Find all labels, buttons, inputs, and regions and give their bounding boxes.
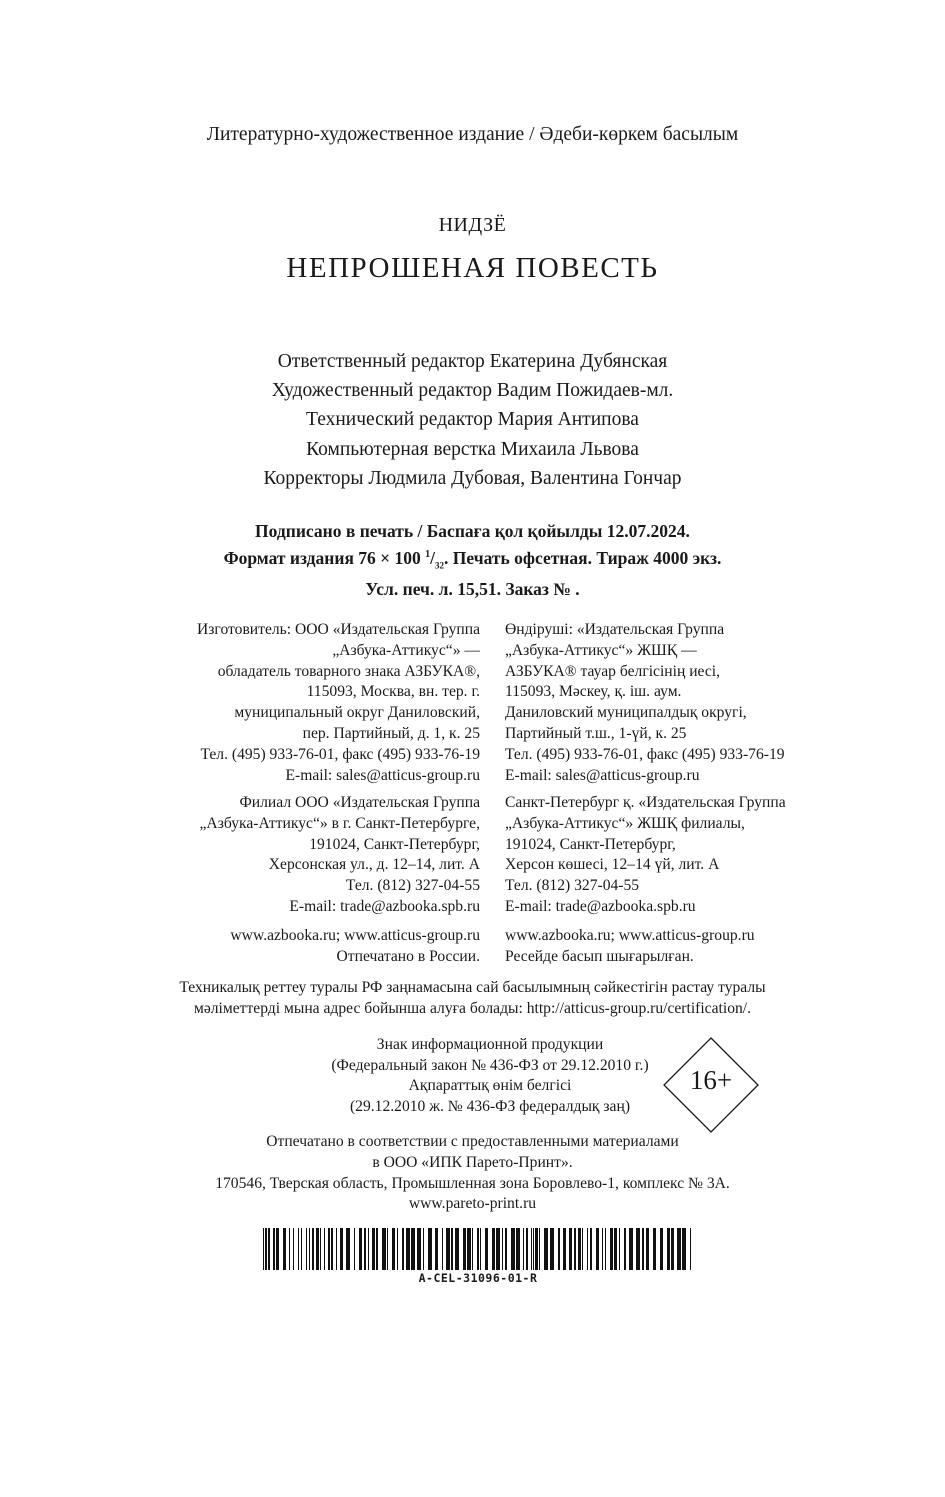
- editorial-staff: [0, 347, 945, 493]
- barcode-bar: [364, 1228, 366, 1270]
- barcode-bar: [312, 1228, 314, 1270]
- barcode-icon: [263, 1228, 693, 1270]
- info-sign-line: (Федеральный закон № 436-ФЗ от 29.12.2010 г.): [331, 1056, 649, 1074]
- barcode-bar: [682, 1228, 686, 1270]
- barcode-bar: [646, 1228, 649, 1270]
- barcode-bar: [306, 1228, 307, 1270]
- format-suffix: . Печать офсетная. Тираж 4000 экз.: [444, 547, 722, 568]
- barcode-bar: [578, 1228, 581, 1270]
- barcode-bar: [523, 1228, 524, 1270]
- barcode-bar: [590, 1228, 592, 1270]
- edition-type: Литературно-художественное издание / Әдеби-көркем басылым: [206, 124, 739, 145]
- barcode-bar: [263, 1228, 264, 1270]
- barcode-bar: [596, 1228, 599, 1270]
- printer-line: в ООО «ИПК Парето-Принт».: [372, 1153, 573, 1171]
- branch-ru-line: „Азбука-Аттикус“» в г. Санкт-Петербурге,: [199, 814, 480, 832]
- author-name: НИДЗЁ: [438, 214, 507, 236]
- barcode-bar: [531, 1228, 532, 1270]
- manufacturer-kz-line: E-mail: sales@atticus-group.ru: [505, 766, 700, 784]
- barcode-bar: [614, 1228, 617, 1270]
- book-title: НЕПРОШЕНАЯ ПОВЕСТЬ: [286, 252, 659, 284]
- manufacturer-ru-line: пер. Партийный, д. 1, к. 25: [302, 724, 480, 742]
- barcode-bar: [428, 1228, 432, 1270]
- barcode-bar: [336, 1228, 337, 1270]
- web-kz-line: Ресейде басып шығарылған.: [505, 947, 694, 965]
- techreg-line: Техникалық реттеу туралы РФ заңнамасына сай басылымның сәйкестігін растау туралы: [179, 979, 766, 996]
- barcode-bar: [309, 1228, 310, 1270]
- printer-line: Отпечатано в соответствии с предоставленными материалами: [266, 1133, 679, 1150]
- staff-line: Ответственный редактор Екатерина Дубянская: [277, 351, 668, 372]
- barcode-code: A-CEL-31096-01-R: [418, 1271, 538, 1285]
- barcode-bar: [496, 1228, 500, 1270]
- format-prefix: Формат издания 76 × 100: [223, 547, 426, 568]
- barcode-bar: [587, 1228, 588, 1270]
- barcode-bar: [602, 1228, 603, 1270]
- branch-kz-line: Херсон көшесі, 12–14 үй, лит. А: [505, 856, 720, 874]
- barcode-bar: [435, 1228, 438, 1270]
- barcode-bar: [328, 1228, 330, 1270]
- manufacturer-ru-line: Изготовитель: ООО «Издательская Группа: [197, 621, 480, 638]
- barcode-bar: [677, 1228, 681, 1270]
- barcode-bar: [265, 1228, 267, 1270]
- print-details: [0, 519, 945, 601]
- barcode-bar: [505, 1228, 507, 1270]
- branch-ru-line: E-mail: trade@azbooka.spb.ru: [289, 897, 480, 915]
- manufacturer-kz-line: 115093, Мәскеу, қ. іш. аум.: [505, 683, 682, 701]
- branch-kz-line: Тел. (812) 327-04-55: [505, 877, 640, 895]
- barcode-bar: [392, 1228, 395, 1270]
- barcode-bar: [569, 1228, 572, 1270]
- barcode-bar: [359, 1228, 362, 1270]
- barcode-bar: [340, 1228, 343, 1270]
- barcode-bar: [472, 1228, 473, 1270]
- branch-kz-line: Санкт-Петербург қ. «Издательская Группа: [505, 794, 786, 811]
- barcode-bar: [417, 1228, 421, 1270]
- barcode-bar: [480, 1228, 481, 1270]
- web-kz: [505, 926, 835, 968]
- barcode-bar: [535, 1228, 538, 1270]
- barcode-bar: [301, 1228, 302, 1270]
- manufacturer-kz: [505, 620, 835, 786]
- barcode-bar: [690, 1228, 691, 1270]
- web-ru-line: Отпечатано в России.: [336, 947, 480, 965]
- barcode-bar: [624, 1228, 626, 1270]
- barcode-bar: [619, 1228, 620, 1270]
- barcode-bar: [387, 1228, 388, 1270]
- branch-kz: [505, 793, 835, 918]
- barcode-bar: [411, 1228, 415, 1270]
- barcode-bar: [539, 1228, 540, 1270]
- barcode-bar: [642, 1228, 644, 1270]
- barcode-bar: [533, 1228, 534, 1270]
- branch-ru-line: Херсонская ул., д. 12–14, лит. А: [268, 856, 480, 874]
- barcode-bar: [667, 1228, 670, 1270]
- age-rating-text: 16+: [689, 1065, 733, 1095]
- branch-ru: [140, 793, 480, 918]
- printer-info: [0, 1132, 945, 1215]
- tech-regulation-note: [0, 978, 945, 1019]
- barcode-bar: [516, 1228, 520, 1270]
- barcode-bar: [563, 1228, 566, 1270]
- manufacturer-ru-line: муниципальный округ Даниловский,: [234, 704, 480, 722]
- barcode-bar: [276, 1228, 279, 1270]
- barcode-bar: [477, 1228, 479, 1270]
- format-numerator: 1: [425, 549, 431, 560]
- barcode-bar: [550, 1228, 554, 1270]
- barcode-bar: [636, 1228, 640, 1270]
- manufacturer-ru-line: 115093, Москва, вн. тер. г.: [306, 683, 480, 701]
- barcode-bar: [283, 1228, 286, 1270]
- manufacturer-ru-line: E-mail: sales@atticus-group.ru: [285, 766, 480, 784]
- sheets-order: Усл. печ. л. 15,51. Заказ № .: [365, 579, 580, 600]
- manufacturer-kz-line: Тел. (495) 933-76-01, факс (495) 933-76-19: [505, 745, 785, 763]
- branch-kz-line: „Азбука-Аттикус“» ЖШҚ филиалы,: [505, 814, 745, 832]
- format-line: Формат издания 76 × 100 $^1/_{32}$. Печать офсетная. Тираж 4000 экз.: [223, 547, 722, 571]
- staff-line: Технический редактор Мария Антипова: [306, 409, 639, 431]
- barcode-bar: [324, 1228, 325, 1270]
- barcode-bar: [446, 1228, 450, 1270]
- barcode-bar: [268, 1228, 270, 1270]
- manufacturer-kz-line: Даниловский муниципалдық округі,: [505, 704, 747, 722]
- manufacturer-kz-line: „Азбука-Аттикус“» ЖШҚ —: [505, 641, 697, 659]
- barcode-bar: [289, 1228, 290, 1270]
- barcode-bar: [492, 1228, 495, 1270]
- barcode-bar: [293, 1228, 294, 1270]
- barcode-bar: [467, 1228, 471, 1270]
- barcode-bar: [376, 1228, 378, 1270]
- barcode-bar: [346, 1228, 350, 1270]
- signed-date: Подписано в печать / Баспаға қол қойылды 12.07.2024.: [255, 521, 690, 541]
- manufacturer-kz-line: АЗБУКА® тауар белгісінің иесі,: [505, 662, 721, 680]
- barcode-bar: [372, 1228, 375, 1270]
- branch-ru-line: Тел. (812) 327-04-55: [345, 877, 480, 895]
- branch-ru-line: 191024, Санкт-Петербург,: [309, 835, 480, 853]
- barcode-bar: [273, 1228, 275, 1270]
- info-sign-line: (29.12.2010 ж. № 436-ФЗ федералдық заң): [349, 1097, 631, 1115]
- format-denominator: 32: [435, 560, 445, 571]
- barcode-bar: [558, 1228, 560, 1270]
- manufacturer-ru-line: „Азбука-Аттикус“» —: [332, 641, 480, 659]
- barcode-bar: [397, 1228, 398, 1270]
- staff-line: Компьютерная верстка Михаила Львова: [306, 438, 639, 460]
- barcode-bar: [354, 1228, 355, 1270]
- staff-line: Художественный редактор Вадим Пожидаев-мл.: [271, 380, 674, 402]
- barcode-bar: [463, 1228, 466, 1270]
- barcode-bar: [610, 1228, 613, 1270]
- barcode-bar: [485, 1228, 488, 1270]
- branch-ru-line: Филиал ООО «Издательская Группа: [239, 794, 480, 811]
- web-ru: [140, 926, 480, 968]
- manufacturer-kz-line: Партийный т.ш., 1-үй, к. 25: [505, 724, 687, 742]
- barcode-bar: [316, 1228, 319, 1270]
- barcode-bar: [511, 1228, 515, 1270]
- barcode-bar: [605, 1228, 606, 1270]
- barcode-bar: [423, 1228, 424, 1270]
- barcode-bar: [544, 1228, 548, 1270]
- manufacturer-ru-line: Тел. (495) 933-76-01, факс (495) 933-76-19: [200, 745, 480, 763]
- barcode-bar: [526, 1228, 528, 1270]
- printer-line: www.pareto-print.ru: [408, 1195, 537, 1213]
- info-product-sign: [300, 1035, 680, 1117]
- barcode-bar: [671, 1228, 674, 1270]
- techreg-line: мәліметтерді мына адрес бойынша алуға болады: http://atticus-group.ru/certification/.: [193, 999, 752, 1017]
- branch-kz-line: 191024, Санкт-Петербург,: [505, 835, 676, 853]
- info-sign-line: Знак информационной продукции: [376, 1036, 604, 1053]
- web-ru-line: www.azbooka.ru; www.atticus-group.ru: [230, 927, 480, 944]
- barcode-bar: [402, 1228, 404, 1270]
- barcode-bar: [502, 1228, 503, 1270]
- barcode-bar: [406, 1228, 410, 1270]
- barcode-bar: [629, 1228, 633, 1270]
- barcode-bar: [331, 1228, 333, 1270]
- staff-line: Корректоры Людмила Дубовая, Валентина Гончар: [263, 467, 682, 489]
- barcode-bar: [653, 1228, 656, 1270]
- info-sign-line: Ақпараттық өнім белгісі: [408, 1077, 572, 1095]
- manufacturer-ru: [140, 620, 480, 786]
- barcode-bar: [451, 1228, 453, 1270]
- barcode-bar: [455, 1228, 459, 1270]
- barcode-bar: [660, 1228, 663, 1270]
- barcode-bar: [368, 1228, 369, 1270]
- manufacturer-kz-line: Өндіруші: «Издательская Группа: [505, 621, 725, 638]
- manufacturer-ru-line: обладатель товарного знака АЗБУКА®,: [217, 662, 480, 680]
- barcode-bar: [298, 1228, 299, 1270]
- barcode-bar: [382, 1228, 386, 1270]
- web-kz-line: www.azbooka.ru; www.atticus-group.ru: [505, 927, 755, 944]
- barcode-bar: [574, 1228, 576, 1270]
- barcode-bar: [320, 1228, 321, 1270]
- age-rating-badge: [663, 1037, 759, 1133]
- printer-line: 170546, Тверская область, Промышленная зона Боровлево-1, комплекс № 3А.: [215, 1174, 730, 1192]
- branch-kz-line: E-mail: trade@azbooka.spb.ru: [505, 897, 696, 915]
- barcode-bar: [582, 1228, 583, 1270]
- barcode-bar: [442, 1228, 443, 1270]
